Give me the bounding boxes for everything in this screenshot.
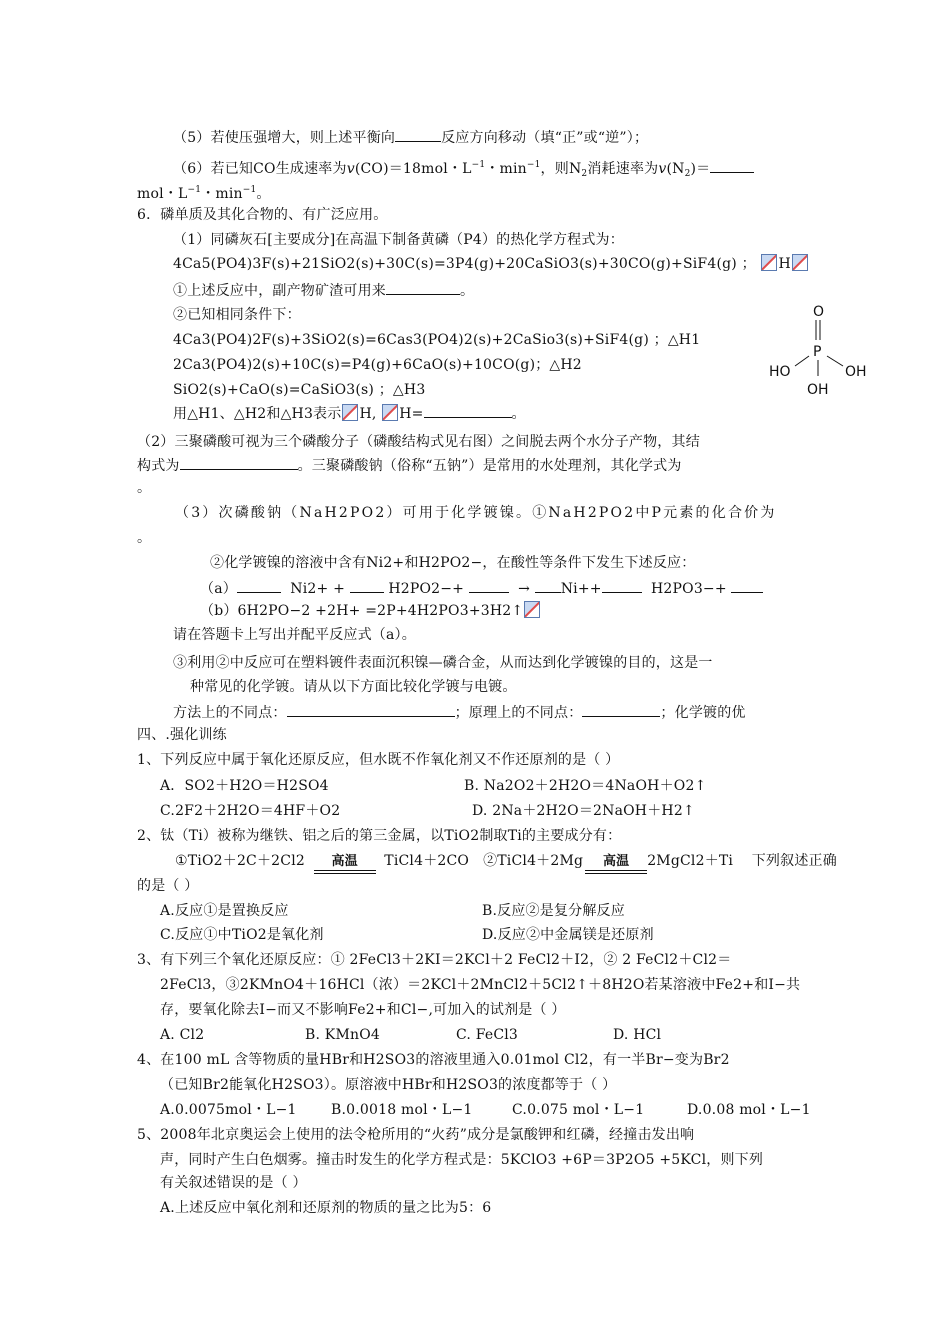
option-c[interactable]: C. FeCl3 bbox=[456, 1027, 519, 1043]
equation-line: 4Ca5(PO4)3F(s)+21SiO2(s)+30C(s)=3P4(g)+20CaSiO3(s)+30CO(g)+SiF4(g) ； H bbox=[173, 254, 809, 274]
text-line: 。 bbox=[137, 530, 152, 546]
answer-blank[interactable] bbox=[395, 127, 441, 142]
equation-line: SiO2(s)+CaO(s)=CaSiO3(s) ；△H3 bbox=[173, 382, 426, 398]
option-d[interactable]: D.反应②中金属镁是还原剂 bbox=[482, 927, 654, 943]
equation-line: ①TiO2＋2C＋2Cl2 高温 TiCl4＋2CO ②TiCl4＋2Mg 高温 2MgCl2＋Ti 下列叙述正确 bbox=[175, 848, 837, 874]
text-line: 方法上的不同点： ；原理上的不同点： ；化学镀的优 bbox=[173, 702, 746, 723]
question-text: 2FeCl3，③2KMnO4＋16HCl（浓）＝2KCl＋2MnCl2＋5Cl2↑＋8H2O若某溶液中Fe2+和I−共 bbox=[160, 977, 801, 993]
question-text: 2、钛（Ti）被称为继铁、铝之后的第三金属，以TiO2制取Ti的主要成分有： bbox=[137, 828, 622, 844]
answer-blank[interactable] bbox=[710, 158, 754, 173]
broken-image-icon bbox=[761, 254, 777, 271]
text-line: ②已知相同条件下： bbox=[173, 307, 301, 323]
answer-blank[interactable] bbox=[469, 578, 509, 593]
text-line: 。 bbox=[137, 480, 152, 496]
question-text: 有关叙述错误的是（ ） bbox=[160, 1175, 307, 1191]
broken-image-icon bbox=[524, 601, 540, 618]
text-line: ③利用②中反应可在塑料镀件表面沉积镍—磷合金，从而达到化学镀镍的目的，这是一 bbox=[173, 655, 713, 671]
option-b[interactable]: B. Na2O2＋2H2O＝4NaOH＋O2↑ bbox=[464, 778, 707, 794]
answer-blank[interactable] bbox=[287, 702, 455, 717]
text-line: （3）次磷酸钠（NaH2PO2）可用于化学镀镍。①NaH2PO2中P元素的化合价为 bbox=[175, 505, 777, 521]
text-line: 用△H1、△H2和△H3表示 H, H= 。 bbox=[173, 403, 526, 424]
question-text: 3、有下列三个氧化还原反应：① 2FeCl3＋2KI＝2KCl＋2 FeCl2＋I2，② 2 FeCl2＋Cl2＝ bbox=[137, 952, 732, 968]
section-heading: 四、.强化训练 bbox=[137, 727, 227, 743]
option-a[interactable]: A．SO2＋H2O＝H2SO4 bbox=[160, 778, 329, 794]
question-heading: 6．磷单质及其化合物的、有广泛应用。 bbox=[137, 207, 388, 223]
hydroxyl-right-label: OH bbox=[845, 364, 867, 380]
question-text: 1、下列反应中属于氧化还原反应，但水既不作氧化剂又不作还原剂的是（ ） bbox=[137, 752, 620, 768]
text-line: 请在答题卡上写出并配平反应式（a）。 bbox=[173, 627, 416, 643]
option-b[interactable]: B.0.0018 mol・L−1 bbox=[331, 1102, 473, 1118]
equation-line: （a） Ni2+ + H2PO2−+ → Ni++ H2PO3−+ bbox=[200, 578, 763, 599]
option-c[interactable]: C.反应①中TiO2是氧化剂 bbox=[160, 927, 324, 943]
answer-blank[interactable] bbox=[386, 280, 460, 295]
option-a[interactable]: A.上述反应中氧化剂和还原剂的物质的量之比为5：6 bbox=[160, 1200, 492, 1216]
option-b[interactable]: B.反应②是复分解反应 bbox=[482, 903, 625, 919]
text-line: （6）若已知CO生成速率为v(CO)＝18mol・$L^{-1}$・$\min^{-1}$，则$N_2$消耗速率为$v(N_2)=$ bbox=[173, 155, 754, 184]
text-line: 构式为 。三聚磷酸钠（俗称“五钠”）是常用的水处理剂，其化学式为 bbox=[137, 455, 682, 476]
text-line: （5）若使压强增大，则上述平衡向 反应方向移动（填“正”或“逆”）； bbox=[173, 127, 648, 148]
answer-blank[interactable] bbox=[582, 702, 660, 717]
oxygen-label: O bbox=[813, 304, 825, 320]
text-line: 的是（ ） bbox=[137, 878, 199, 894]
question-text: 5、2008年北京奥运会上使用的法令枪所用的“火药”成分是氯酸钾和红磷，经撞击发出响 bbox=[137, 1127, 695, 1143]
broken-image-icon bbox=[382, 404, 398, 421]
reaction-condition: 高温 bbox=[585, 855, 647, 874]
answer-blank[interactable] bbox=[237, 578, 281, 593]
answer-blank[interactable] bbox=[350, 578, 384, 593]
text-line: （1）同磷灰石[主要成分]在高温下制备黄磷（P4）的热化学方程式为： bbox=[173, 232, 624, 248]
equation-line: 2Ca3(PO4)2(s)+10C(s)=P4(g)+6CaO(s)+10CO(g)；△H2 bbox=[173, 357, 582, 373]
broken-image-icon bbox=[342, 404, 358, 421]
answer-blank[interactable] bbox=[731, 578, 763, 593]
question-text: （已知Br2能氧化H2SO3）。原溶液中HBr和H2SO3的浓度都等于（ ） bbox=[160, 1077, 617, 1093]
answer-blank[interactable] bbox=[424, 403, 512, 418]
question-text: 声，同时产生白色烟雾。撞击时发生的化学方程式是：5KClO3 +6P＝3P2O5 +5KCl，则下列 bbox=[160, 1152, 764, 1168]
text-line: （2）三聚磷酸可视为三个磷酸分子（磷酸结构式见右图）之间脱去两个水分子产物，其结 bbox=[137, 434, 700, 450]
option-b[interactable]: B. KMnO4 bbox=[305, 1027, 380, 1043]
text-line: mol・$L^{-1}$・$\min^{-1}$。 bbox=[137, 185, 271, 202]
text-line: ②化学镀镍的溶液中含有Ni2+和H2PO2−，在酸性等条件下发生下述反应： bbox=[210, 555, 696, 571]
option-c[interactable]: C.0.075 mol・L−1 bbox=[512, 1102, 645, 1118]
option-d[interactable]: D. HCl bbox=[613, 1027, 662, 1043]
option-a[interactable]: A.0.0075mol・L−1 bbox=[160, 1102, 297, 1118]
option-d[interactable]: D.0.08 mol・L−1 bbox=[687, 1102, 811, 1118]
reaction-condition: 高温 bbox=[314, 855, 376, 874]
equation-line: 4Ca3(PO4)2F(s)+3SiO2(s)=6Cas3(PO4)2(s)+2CaSio3(s)+SiF4(g) ；△H1 bbox=[173, 332, 701, 348]
question-text: 4、在100 mL 含等物质的量HBr和H2SO3的溶液里通入0.01mol Cl2，有一半Br−变为Br2 bbox=[137, 1052, 730, 1068]
question-text: 存，要氧化除去I−而又不影响Fe2+和Cl−,可加入的试剂是（ ） bbox=[160, 1002, 566, 1018]
hydroxyl-bottom-label: OH bbox=[807, 382, 829, 398]
equation-line: （b）6H2PO−2 +2H+ =2P+4H2PO3+3H2↑ bbox=[200, 601, 541, 621]
phosphorus-label: P bbox=[813, 344, 822, 360]
broken-image-icon bbox=[792, 254, 808, 271]
answer-blank[interactable] bbox=[180, 455, 298, 470]
answer-blank[interactable] bbox=[602, 578, 642, 593]
text-line: 种常见的化学镀。请从以下方面比较化学镀与电镀。 bbox=[190, 679, 517, 695]
hydroxyl-left-label: HO bbox=[769, 364, 791, 380]
phosphoric-acid-structure bbox=[765, 300, 895, 410]
text-line: ①上述反应中，副产物矿渣可用来 。 bbox=[173, 280, 474, 301]
answer-blank[interactable] bbox=[535, 578, 561, 593]
option-a[interactable]: A. Cl2 bbox=[160, 1027, 205, 1043]
option-d[interactable]: D. 2Na＋2H2O＝2NaOH＋H2↑ bbox=[472, 803, 695, 819]
option-c[interactable]: C.2F2＋2H2O＝4HF＋O2 bbox=[160, 803, 341, 819]
option-a[interactable]: A.反应①是置换反应 bbox=[160, 903, 289, 919]
